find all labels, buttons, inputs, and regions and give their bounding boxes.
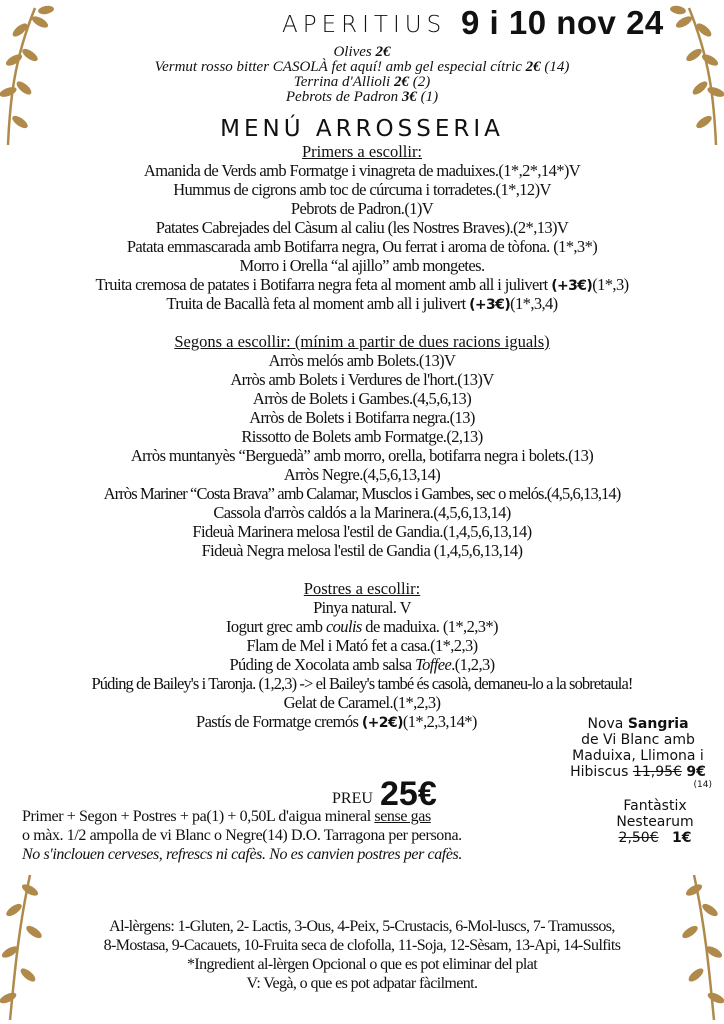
postre-item: Iogurt grec amb coulis de maduixa. (1*,2,3*) xyxy=(226,617,498,636)
nestearum-promo: Fantàstix Nestearum 2,50€ 1€ xyxy=(616,798,694,846)
segon-item: Arròs de Bolets i Botifarra negra.(13) xyxy=(249,408,475,427)
segon-item: Arròs muntanyès “Berguedà” amb morro, orella, botifarra negra i bolets.(13) xyxy=(130,446,594,465)
segon-item: Arròs Negre.(4,5,6,13,14) xyxy=(283,465,441,484)
allergens-line: 8-Mostasa, 9-Cacauets, 10-Fruita seca de clofolla, 11-Soja, 12-Sèsam, 13-Api, 14-Sulfits xyxy=(103,937,621,954)
postre-item: Púding de Bailey's i Taronja. (1,2,3) -> el Bailey's també és casolà, demaneu-lo a la sobretaula! xyxy=(91,674,633,693)
segon-item: Fideuà Negra melosa l'estil de Gandia (1,4,5,6,13,14) xyxy=(201,541,523,560)
menu-title: MENÚ ARROSSERIA xyxy=(220,116,504,142)
primer-item: Pebrots de Padron.(1)V xyxy=(290,199,434,218)
aperitiu-olives: Olives 2€ xyxy=(333,44,391,60)
segon-item: Arròs amb Bolets i Verdures de l'hort.(13)V xyxy=(230,370,494,389)
price-includes-line1: Primer + Segon + Postres + pa(1) + 0,50L d'aigua mineral sense gas xyxy=(22,808,431,825)
primer-item: Hummus de cigrons amb toc de cúrcuma i torradetes.(1*,12)V xyxy=(173,180,551,199)
aperitiu-vermut: Vermut rosso bitter CASOLÀ fet aquí! amb gel especial cítric 2€ (14) xyxy=(154,59,570,75)
sangria-promo: Nova Sangria de Vi Blanc amb Maduixa, Llimona i Hibiscus 11,95€ 9€ (14) xyxy=(570,716,712,790)
segon-item: Arròs de Bolets i Gambes.(4,5,6,13) xyxy=(252,389,472,408)
postre-item-pastis: Pastís de Formatge cremós (+2€)(1*,2,3,14*) xyxy=(196,712,477,731)
segons-heading: Segons a escollir: (mínim a partir de dues racions iguals) xyxy=(174,332,550,351)
primers-heading: Primers a escollir: xyxy=(301,142,423,161)
segon-item: Fideuà Marinera melosa l'estil de Gandia.(1,4,5,6,13,14) xyxy=(192,522,532,541)
price-includes-line2: o màx. 1/2 ampolla de vi Blanc o Negre(14) D.O. Tarragona per persona. xyxy=(22,827,462,844)
vegan-note: V: Vegà, o que es pot adpatar fàcilment. xyxy=(246,975,478,992)
primer-item: Patates Cabrejades del Càsum al caliu (les Nostres Braves).(2*,13)V xyxy=(155,218,569,237)
primer-item: Amanida de Verds amb Formatge i vinagreta de maduixes.(1*,2*,14*)V xyxy=(143,161,581,180)
segon-item: Arròs melós amb Bolets.(13)V xyxy=(268,351,456,370)
postre-item: Gelat de Caramel.(1*,2,3) xyxy=(283,693,441,712)
event-date: 9 i 10 nov 24 xyxy=(461,4,664,41)
primer-item: Morro i Orella “al ajillo” amb mongetes. xyxy=(239,256,485,275)
aperitiu-pebrots: Pebrots de Padron 3€ (1) xyxy=(285,89,439,105)
price-label: PREU xyxy=(332,790,373,807)
postre-item: Flam de Mel i Mató fet a casa.(1*,2,3) xyxy=(246,636,478,655)
primer-item-truita-bacalla: Truita de Bacallà feta al moment amb all i julivert (+3€)(1*,3,4) xyxy=(166,294,558,313)
segon-item: Cassola d'arròs caldós a la Marinera.(4,5,6,13,14) xyxy=(213,503,511,522)
segon-item: Rissotto de Bolets amb Formatge.(2,13) xyxy=(241,427,483,446)
postre-item: Púding de Xocolata amb salsa Toffee.(1,2,3) xyxy=(229,655,495,674)
postres-heading: Postres a escollir: xyxy=(303,579,421,598)
primer-item: Patata emmascarada amb Botifarra negra, Ou ferrat i aroma de tòfona. (1*,3*) xyxy=(126,237,598,256)
allergens-line: Al-lèrgens: 1-Gluten, 2- Lactis, 3-Ous, 4-Peix, 5-Crustacis, 6-Mol-luscs, 7- Tramussos, xyxy=(109,918,615,935)
aperitiu-terrina: Terrina d'Allioli 2€ (2) xyxy=(293,74,431,90)
segon-item: Arròs Mariner “Costa Brava” amb Calamar, Musclos i Gambes, sec o melós.(4,5,6,13,14) xyxy=(103,484,621,503)
price-value: 25€ xyxy=(380,775,437,813)
postre-item: Pinya natural. V xyxy=(313,598,411,617)
aperitius-title: APERITIUS xyxy=(282,12,447,38)
allergens-optional-note: *Ingredient al-lèrgen Opcional o que es pot eliminar del plat xyxy=(186,956,538,973)
price-excludes-line: No s'inclouen cerveses, refrescs ni cafès. No es canvien postres per cafès. xyxy=(22,846,462,863)
primer-item-truita-botifarra: Truita cremosa de patates i Botifarra negra feta al moment amb all i julivert (+3€)(1*,3) xyxy=(95,275,629,294)
